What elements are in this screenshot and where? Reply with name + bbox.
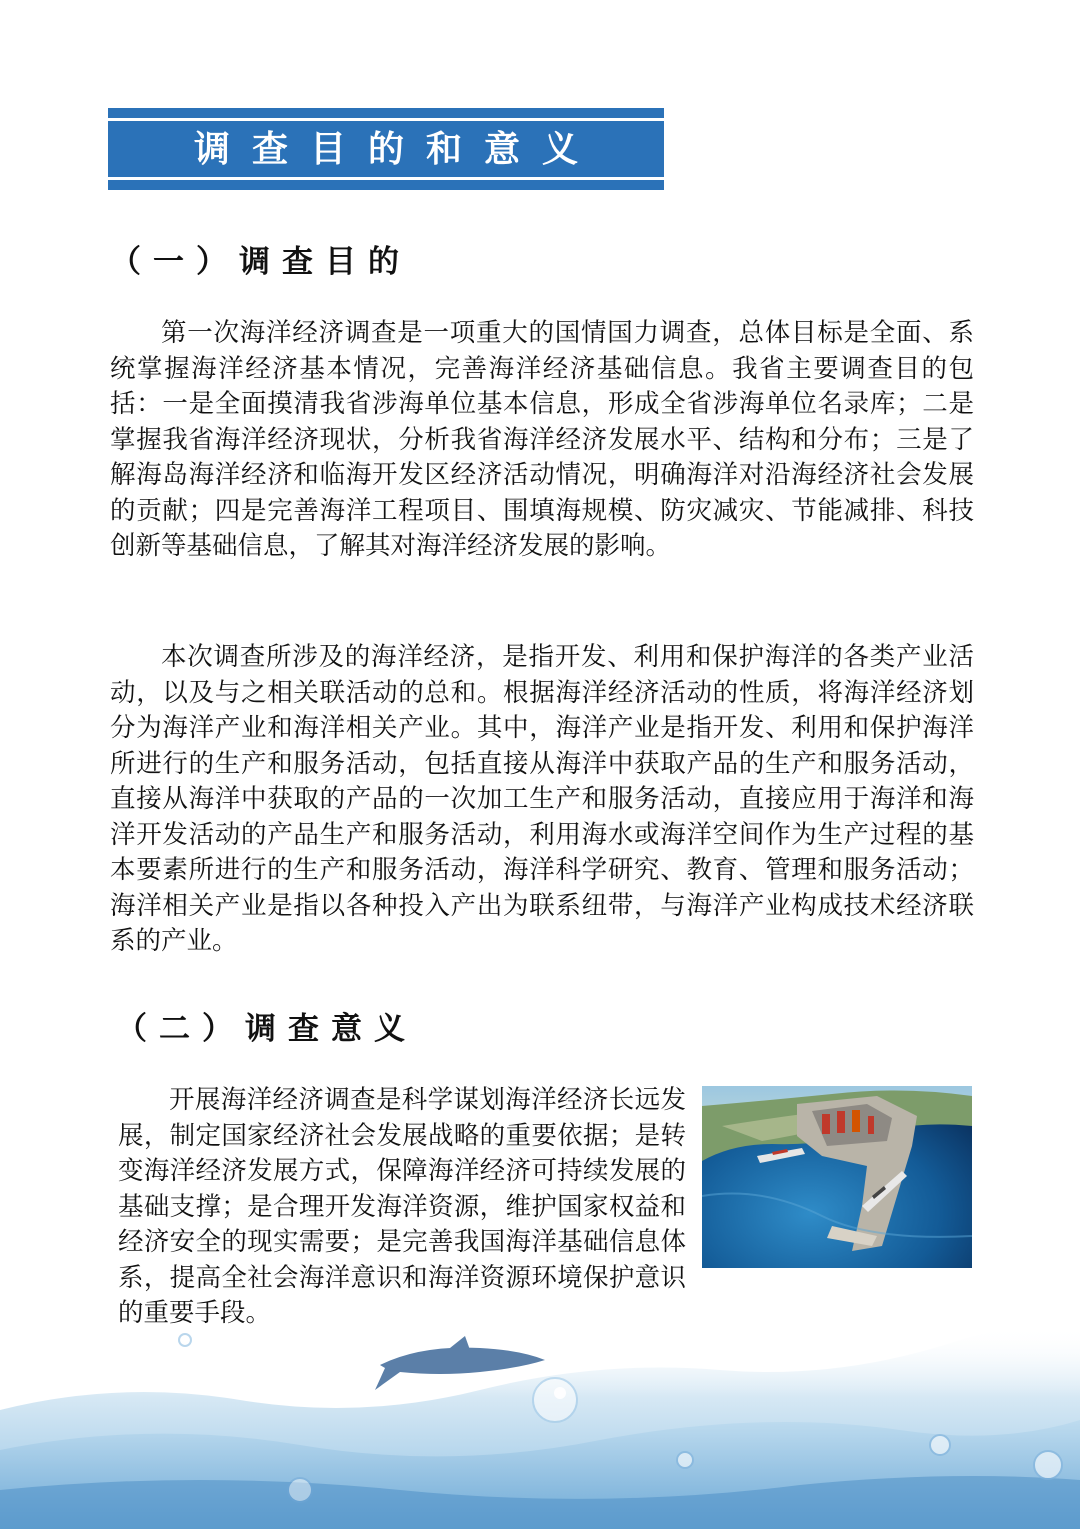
section1-paragraph-2: 本次调查所涉及的海洋经济，是指开发、利用和保护海洋的各类产业活动，以及与之相关联活动的总和。根据海洋经济活动的性质，将海洋经济划分为海洋产业和海洋相关产业。其中，海洋产业是指开发、利用和保护海洋所进行的生产和服务活动，包括直接从海洋中获取产品的生产和服务活动，直接从海洋中获取的产品的一次加工生产和服务活动，直接应用于海洋和海洋开发活动的产品生产和服务活动，利用海水或海洋空间作为生产过程的基本要素所进行的生产和服务活动，海洋科学研究、教育、管理和服务活动；海洋相关产业是指以各种投入产出为联系纽带，与海洋产业构成技术经济联系的产业。 bbox=[110, 642, 974, 956]
port-aerial-photo bbox=[702, 1086, 972, 1268]
section1-paragraph-1: 第一次海洋经济调查是一项重大的国情国力调查，总体目标是全面、系统掌握海洋经济基本情况，完善海洋经济基础信息。我省主要调查目的包括：一是全面摸清我省涉海单位基本信息，形成全省涉海单位名录库；二是掌握我省海洋经济现状，分析我省海洋经济发展水平、结构和分布；三是了解海岛海洋经济和临海开发区经济活动情况，明确海洋对沿海经济社会发展的贡献；四是完善海洋工程项目、围填海规模、防灾减灾、节能减排、科技创新等基础信息，了解其对海洋经济发展的影响。 bbox=[110, 318, 974, 561]
section-title-banner bbox=[108, 108, 664, 190]
section1-heading: （一）调查目的 bbox=[110, 244, 411, 280]
section2-paragraph: 开展海洋经济调查是科学谋划海洋经济长远发展，制定国家经济社会发展战略的重要依据；是转变海洋经济发展方式，保障海洋经济可持续发展的基础支撑；是合理开发海洋资源，维护国家权益和经济安全的现实需要；是完善我国海洋基础信息体系，提高全社会海洋意识和海洋资源环境保护意识的重要手段。 bbox=[118, 1085, 686, 1328]
water-splash-decoration bbox=[0, 1300, 1080, 1529]
section2-heading: （二）调查意义 bbox=[116, 1011, 417, 1047]
banner-title: 调查目的和意义 bbox=[193, 128, 600, 170]
